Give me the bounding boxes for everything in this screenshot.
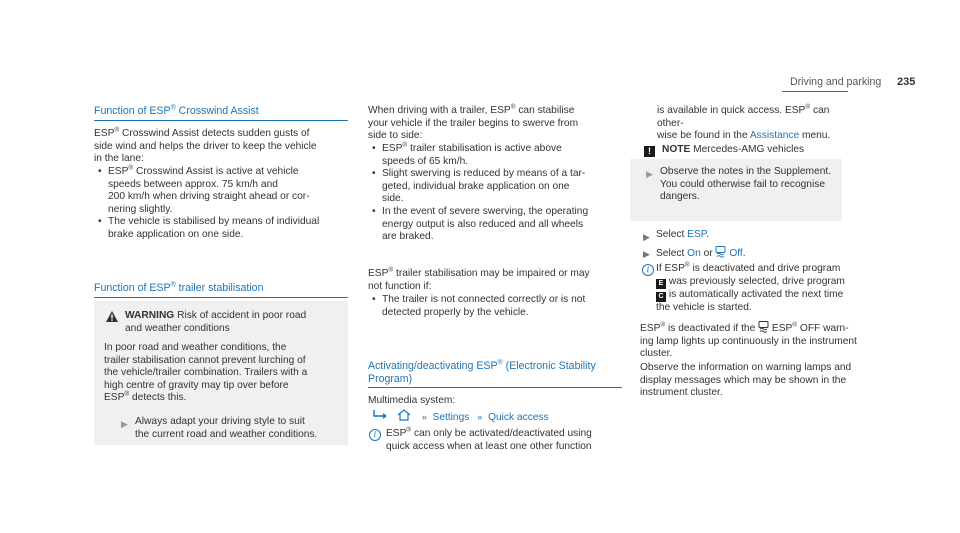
step-arrow-icon: ▶	[643, 249, 650, 259]
esp-off-warning-lamp-icon	[758, 321, 769, 333]
list-item: • ESP® Crosswind Assist is active at vehicle speeds between approx. 75 km/h and 200 km/h when driving straight ahead or cor- nering slightly.	[96, 166, 352, 216]
nav-return-arrow-icon	[372, 410, 388, 421]
assistance-menu-link[interactable]: Assistance	[749, 130, 800, 142]
info-drive-program: If ESP® is deactivated and drive program E was previously selected, drive program C is automatically activated the next time the vehicle is started.	[656, 261, 845, 313]
nav-path	[372, 409, 549, 425]
paragraph-trailer-impaired: ESP® trailer stabilisation may be impaired or may not function if:	[368, 266, 590, 292]
bullet-list-impaired	[370, 294, 630, 319]
list-item: • Slight swerving is reduced by means of a tar- geted, individual brake application on one side.	[370, 168, 630, 206]
note-box	[630, 159, 842, 221]
section-rule	[94, 297, 348, 298]
step-arrow-icon: ▶	[646, 169, 653, 179]
bullet-list-crosswind	[96, 166, 352, 242]
info-icon: i	[642, 264, 654, 276]
paragraph-trailer-intro: When driving with a trailer, ESP® can stabilise your vehicle if the trailer begins to swerve from side to side:	[368, 103, 579, 142]
list-item: • The vehicle is stabilised by means of individual brake application on one side.	[96, 216, 352, 241]
breadcrumb-chevron-icon: »	[421, 412, 427, 422]
warning-step: Always adapt your driving style to suit the current road and weather conditions.	[135, 416, 318, 440]
warning-box	[94, 301, 348, 445]
note-heading: NOTE Mercedes-AMG vehicles	[662, 144, 805, 155]
esp-off-icon	[715, 246, 726, 258]
paragraph-assistance: is available in quick access. ESP® can other- wise be found in the Assistance menu.	[657, 103, 831, 142]
step-select-on-off: Select On or Off.	[656, 248, 746, 259]
esp-menu-item[interactable]: ESP	[687, 229, 707, 240]
paragraph-esp-off-lamp: ESP® is deactivated if the ESP® OFF warn- ing lamp lights up continuously in the instrument cluster.	[640, 321, 857, 360]
step-select-esp: Select ESP.	[656, 229, 710, 240]
on-option[interactable]: On	[687, 248, 701, 259]
section-title-activate-esp: Activating/deactivating ESP® (Electronic Stability Program)	[368, 359, 596, 385]
multimedia-system-label: Multimedia system:	[368, 395, 456, 406]
warning-paragraph: In poor road and weather conditions, the trailer stabilisation cannot prevent lurching of the vehicle/trailer combination. Trailers with a high centre of gravity may tip over before ESP® detects this.	[104, 342, 308, 404]
list-item: • The trailer is not connected correctly or is not detected properly by the vehicle.	[370, 294, 630, 319]
step-arrow-icon: ▶	[121, 419, 128, 429]
off-option[interactable]: Off	[726, 248, 743, 259]
header-divider	[782, 91, 848, 92]
bullet-list-trailer	[370, 143, 630, 244]
paragraph-crosswind-intro: ESP® Crosswind Assist detects sudden gusts of side wind and helps the driver to keep the vehicle in the lane:	[94, 126, 317, 165]
section-title-trailer: Function of ESP® trailer stabilisation	[94, 281, 264, 294]
section-rule	[94, 120, 348, 121]
info-quick-access: ESP® can only be activated/deactivated using quick access when at least one other function	[386, 426, 592, 452]
warning-triangle-icon	[106, 311, 118, 322]
drive-program-c-key-icon: C	[656, 292, 666, 302]
notice-exclamation-icon: !	[644, 146, 655, 157]
list-item: • In the event of severe swerving, the operating energy output is also reduced and all wheels are braked.	[370, 206, 630, 244]
home-icon[interactable]	[397, 409, 411, 421]
section-rule	[368, 387, 622, 388]
step-arrow-icon: ▶	[643, 232, 650, 242]
info-icon: i	[369, 429, 381, 441]
drive-program-e-key-icon: E	[656, 279, 666, 289]
list-item: • ESP® trailer stabilisation is active above speeds of 65 km/h.	[370, 143, 630, 168]
header-section-title: Driving and parking	[790, 76, 882, 88]
note-step: Observe the notes in the Supplement. You could otherwise fail to recognise dangers.	[660, 166, 832, 203]
paragraph-observe-info: Observe the information on warning lamps and display messages which may be shown in the instrument cluster.	[640, 362, 852, 399]
warning-heading: WARNING Risk of accident in poor road and weather conditions	[125, 310, 307, 334]
section-title-crosswind: Function of ESP® Crosswind Assist	[94, 104, 259, 117]
nav-quick-access-link[interactable]: Quick access	[488, 412, 549, 423]
breadcrumb-chevron-icon: »	[477, 412, 483, 422]
page-number: 235	[897, 76, 916, 88]
nav-settings-link[interactable]: Settings	[432, 412, 470, 423]
